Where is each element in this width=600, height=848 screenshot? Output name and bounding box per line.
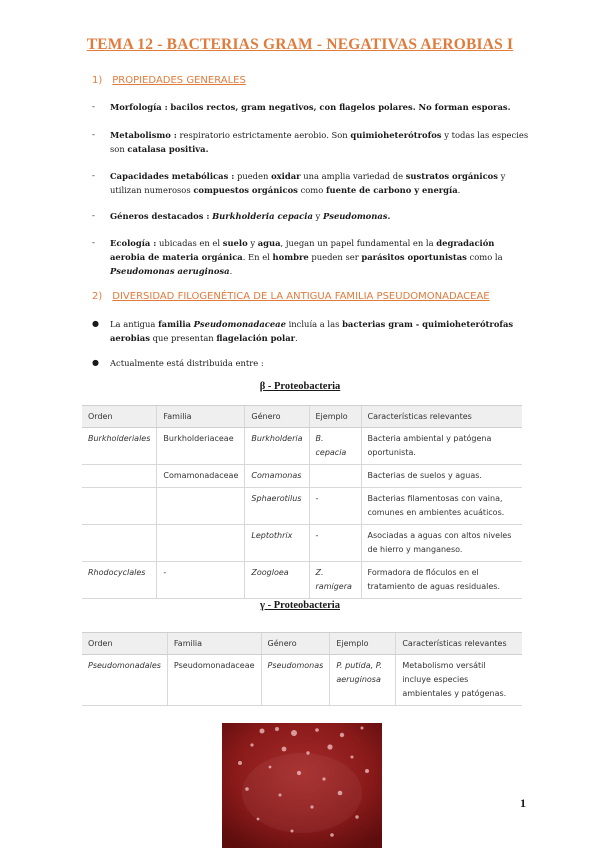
header-ejemplo: Ejemplo <box>309 406 361 428</box>
table-row <box>82 428 522 465</box>
table-gamma-proteobacteria <box>82 632 522 706</box>
table-row <box>82 488 522 525</box>
table-row <box>82 465 522 488</box>
cell-genero: Zoogloea <box>245 562 309 599</box>
cell-genero: Leptothrix <box>245 525 309 562</box>
section-heading-propiedades <box>92 75 246 86</box>
cell-orden <box>82 525 157 562</box>
dash-marker: - <box>92 101 95 111</box>
cell-caracteristicas: Asociadas a aguas con altos niveles de hierro y manganeso. <box>361 525 522 562</box>
page-title: TEMA 12 - BACTERIAS GRAM - NEGATIVAS AEROBIAS I <box>86 36 514 53</box>
cell-orden: Rhodocyclales <box>82 562 157 599</box>
bacterial-culture-photo <box>222 723 382 848</box>
cell-ejemplo: P. putida, P. aeruginosa <box>330 655 396 706</box>
table-row <box>82 562 522 599</box>
item-generos: Géneros destacados : Burkholderia cepacia y Pseudomonas. <box>110 211 391 221</box>
cell-familia: Comamonadaceae <box>157 465 245 488</box>
table-beta-proteobacteria <box>82 405 522 599</box>
item-actualmente: Actualmente está distribuida entre : <box>110 358 264 368</box>
cell-ejemplo: Z. ramigera <box>309 562 361 599</box>
header-genero: Género <box>261 633 330 655</box>
cell-familia: Pseudomonadaceae <box>167 655 261 706</box>
cell-orden: Burkholderiales <box>82 428 157 465</box>
header-caracteristicas: Características relevantes <box>396 633 522 655</box>
cell-familia: Burkholderiaceae <box>157 428 245 465</box>
cell-caracteristicas: Bacterias filamentosas con vaina, comunes en ambientes acuáticos. <box>361 488 522 525</box>
header-familia: Familia <box>157 406 245 428</box>
item-ecologia: Ecología : ubicadas en el suelo y agua, juegan un papel fundamental en la degradación aerobia de materia orgánica. En el hombre pueden ser parásitos oportunistas como la Pseudomonas aeruginosa. <box>110 238 503 276</box>
cell-caracteristicas: Bacteria ambiental y patógena oportunista. <box>361 428 522 465</box>
table-header-row <box>82 633 522 655</box>
header-genero: Género <box>245 406 309 428</box>
dash-marker: - <box>92 129 95 139</box>
item-antigua-familia: La antigua familia Pseudomonadaceae incluía a las bacterias gram - quimioheterótrofas aerobias que presentan flagelación polar. <box>110 319 514 343</box>
cell-ejemplo: B. cepacia <box>309 428 361 465</box>
cell-familia: - <box>157 562 245 599</box>
cell-genero: Comamonas <box>245 465 309 488</box>
cell-caracteristicas: Formadora de flóculos en el tratamiento de aguas residuales. <box>361 562 522 599</box>
table-caption-beta: β - Proteobacteria <box>259 381 341 392</box>
cell-genero: Sphaerotilus <box>245 488 309 525</box>
plate-sheen <box>242 753 362 833</box>
cell-orden <box>82 488 157 525</box>
header-orden: Orden <box>82 633 167 655</box>
item-morfologia: Morfología : bacilos rectos, gram negativos, con flagelos polares. No forman esporas. <box>110 102 511 112</box>
bullet-marker: ● <box>92 319 99 328</box>
header-familia: Familia <box>167 633 261 655</box>
section-title: DIVERSIDAD FILOGENÉTICA DE LA ANTIGUA FAMILIA PSEUDOMONADACEAE <box>112 291 490 302</box>
section-title: PROPIEDADES GENERALES <box>112 75 246 86</box>
table-header-row <box>82 406 522 428</box>
section-heading-diversidad <box>92 291 490 302</box>
cell-ejemplo <box>309 465 361 488</box>
dash-marker: - <box>92 210 95 220</box>
table-caption-gamma: γ - Proteobacteria <box>260 600 340 611</box>
section-number: 1) <box>92 75 103 86</box>
item-capacidades: Capacidades metabólicas : pueden oxidar una amplia variedad de sustratos orgánicos y utilizan numerosos compuestos orgánicos como fuente de carbono y energía. <box>110 171 506 195</box>
page-number: 1 <box>520 796 526 810</box>
cell-familia <box>157 525 245 562</box>
cell-ejemplo: - <box>309 525 361 562</box>
section-number: 2) <box>92 291 103 302</box>
cell-familia <box>157 488 245 525</box>
cell-caracteristicas: Metabolismo versátil incluye especies ambientales y patógenas. <box>396 655 522 706</box>
cell-orden <box>82 465 157 488</box>
header-caracteristicas: Características relevantes <box>361 406 522 428</box>
table-row <box>82 655 522 706</box>
header-ejemplo: Ejemplo <box>330 633 396 655</box>
culture-plate-image <box>222 723 382 848</box>
cell-ejemplo: - <box>309 488 361 525</box>
item-metabolismo: Metabolismo : respiratorio estrictamente aerobio. Son quimioheterótrofos y todas las especies son catalasa positiva. <box>110 130 529 154</box>
cell-genero: Pseudomonas <box>261 655 330 706</box>
cell-orden: Pseudomonadales <box>82 655 167 706</box>
dash-marker: - <box>92 237 95 247</box>
header-orden: Orden <box>82 406 157 428</box>
cell-caracteristicas: Bacterias de suelos y aguas. <box>361 465 522 488</box>
cell-genero: Burkholderia <box>245 428 309 465</box>
table-row <box>82 525 522 562</box>
dash-marker: - <box>92 170 95 180</box>
bullet-marker: ● <box>92 358 99 367</box>
